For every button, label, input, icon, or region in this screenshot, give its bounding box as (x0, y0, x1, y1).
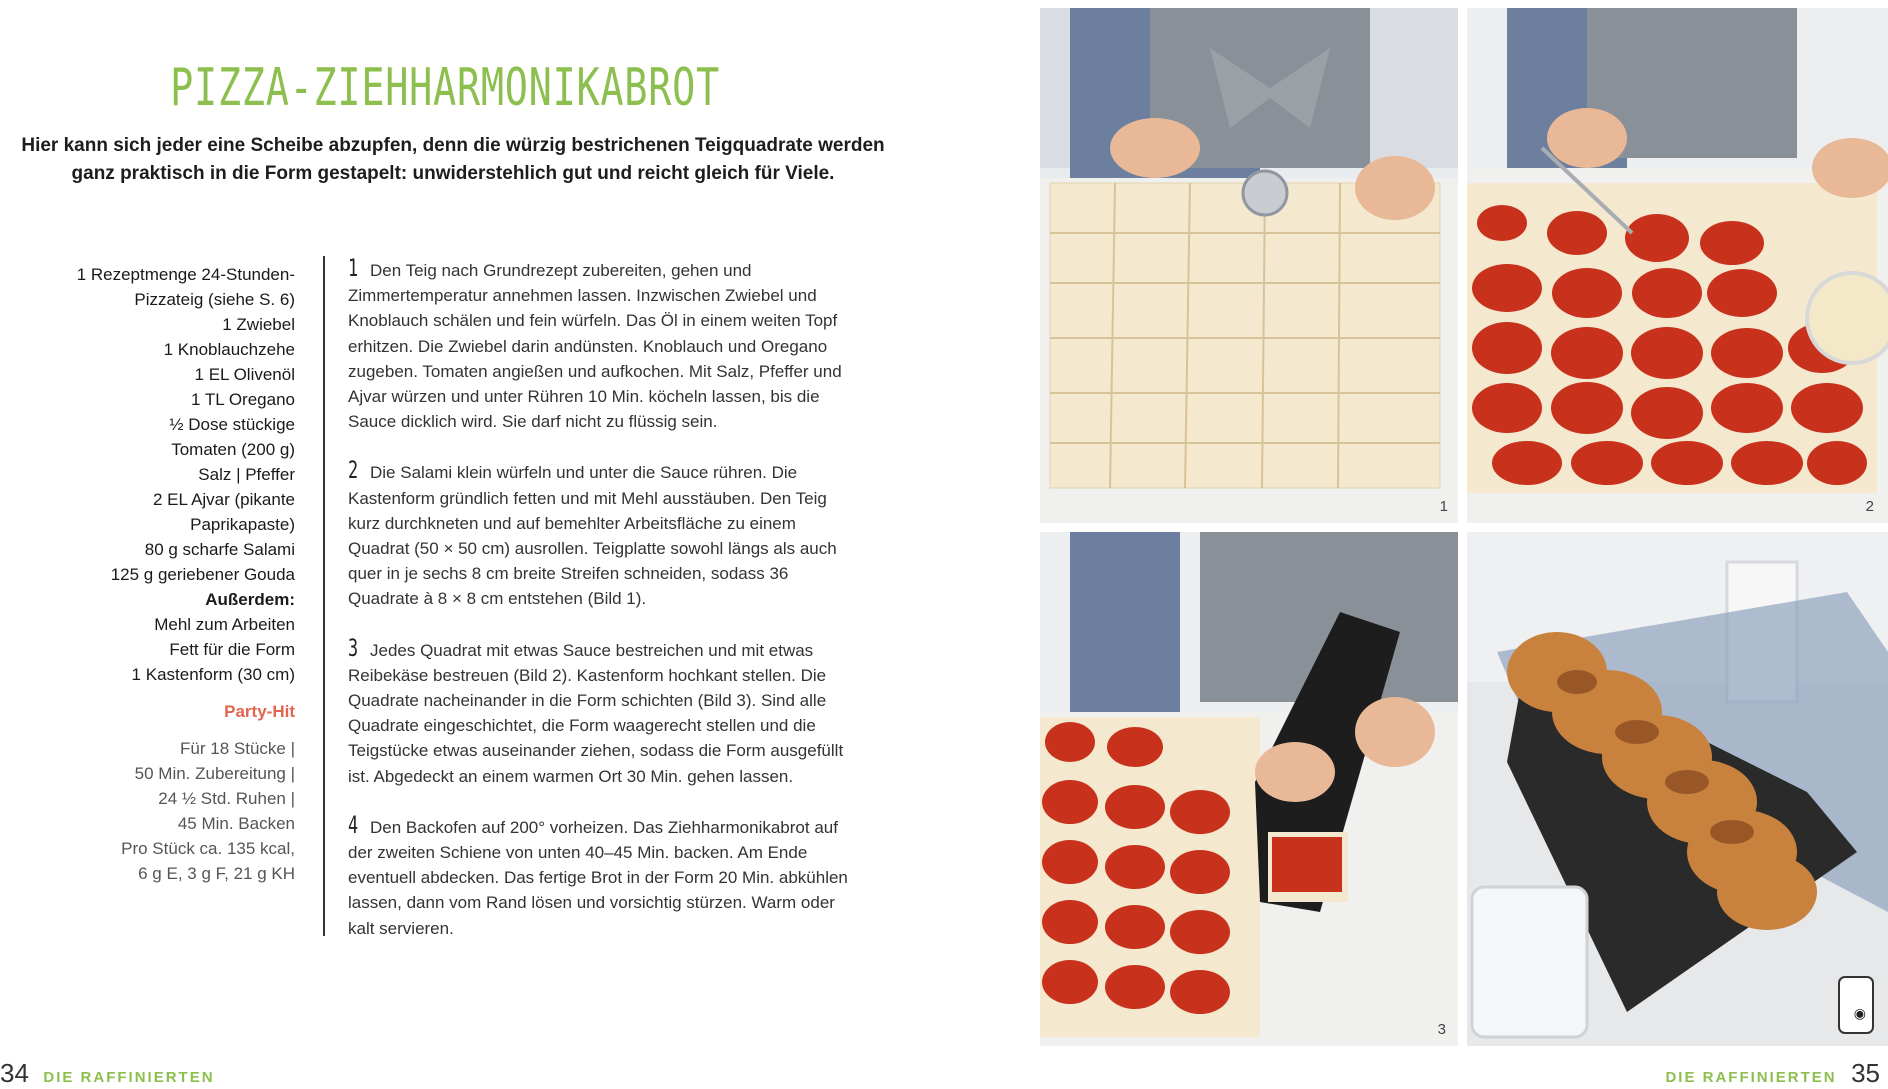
extra-line: Mehl zum Arbeiten (154, 615, 295, 634)
party-hit-badge: Party-Hit (224, 702, 295, 721)
ingredient-line: 1 Zwiebel (222, 315, 295, 334)
ingredient-line: 1 Rezeptmenge 24-Stunden- (76, 265, 295, 284)
section-name-left: DIE RAFFINIERTEN (43, 1069, 215, 1086)
ingredient-list (30, 262, 295, 886)
page-number-right: 35 (1851, 1058, 1880, 1088)
camera-icon: ◉ (1853, 1006, 1866, 1022)
extras-label: Außerdem: (205, 590, 295, 609)
ingredient-line: 1 EL Olivenöl (194, 365, 295, 384)
page-number-left: 34 (0, 1058, 29, 1088)
step-number: 4 (348, 810, 359, 839)
step-text: Den Teig nach Grundrezept zubereiten, gehen und Zimmertemperatur annehmen lassen. Inzwischen Zwiebel und Knoblauch schälen und fein würfeln. Das Öl in einem weiten Topf erhitzen. Die Zwiebel darin andünsten. Knoblauch und Oregano zugeben. Tomaten angießen und aufkochen. Mit Salz, Pfeffer und Ajvar würzen und unter Rühren 10 Min. köcheln lassen, bis die Sauce dicklich wird. Sie darf nicht zu flüssig sein. (348, 261, 842, 432)
photo-finished-bread (1467, 532, 1888, 1046)
step-number: 2 (348, 456, 359, 485)
step-2 (348, 458, 858, 611)
section-name-right: DIE RAFFINIERTEN (1665, 1069, 1837, 1086)
ingredient-line: 1 TL Oregano (191, 390, 295, 409)
step-4 (348, 810, 858, 941)
ingredient-line: 80 g scharfe Salami (144, 540, 295, 559)
photo-spreading-sauce (1467, 8, 1888, 523)
meta-line: Pro Stück ca. 135 kcal, (121, 839, 295, 858)
footer-right (1665, 1058, 1880, 1089)
photo-caption: 1 (1439, 498, 1448, 515)
step-3 (348, 633, 858, 789)
recipe-title: PIZZA-ZIEHHARMONIKABROT (170, 58, 720, 118)
photo-layering-squares (1040, 532, 1458, 1046)
photo-caption: 3 (1437, 1021, 1446, 1038)
column-divider (322, 256, 326, 936)
step-text: Die Salami klein würfeln und unter die Sauce rühren. Die Kastenform gründlich fetten und mit Mehl ausstäuben. Den Teig kurz durchkneten und auf bemehlter Arbeitsfläche zu einem Quadrat (50 × 50 cm) ausrollen. Teigplatte sowohl längs als auch quer in je sechs 8 cm breite Streifen schneiden, sodass 36 Quadrate à 8 × 8 cm entstehen (Bild 1). (348, 463, 837, 609)
step-number: 3 (348, 633, 359, 662)
footer-left (0, 1058, 215, 1089)
ingredient-line: 125 g geriebener Gouda (110, 565, 295, 584)
extra-line: 1 Kastenform (30 cm) (131, 665, 295, 684)
meta-line: Für 18 Stücke | (180, 739, 295, 758)
meta-line: 24 ½ Std. Ruhen | (158, 789, 295, 808)
step-text: Jedes Quadrat mit etwas Sauce bestreichen und mit etwas Reibekäse bestreuen (Bild 2). Kastenform hochkant stellen. Die Quadrate nacheinander in die Form schichten (Bild 3). Sind alle Quadrate eingeschichtet, die Form waagerecht stellen und die Teigstücke etwas auseinander ziehen, sodass die Form ausgefüllt ist. Abgedeckt an einem warmen Ort 30 Min. gehen lassen. (348, 640, 844, 786)
meta-line: 50 Min. Zubereitung | (134, 764, 295, 783)
ingredient-line: 1 Knoblauchzehe (163, 340, 295, 359)
photo-caption: 2 (1865, 498, 1874, 515)
recipe-intro: Hier kann sich jeder eine Scheibe abzupfen, denn die würzig bestrichenen Teigquadrate werden ganz praktisch in die Form gestapelt: unwiderstehlich gut und reicht gleich für Viele. (21, 135, 885, 184)
instruction-steps (348, 256, 858, 965)
ingredient-line: Pizzateig (siehe S. 6) (134, 290, 295, 309)
step-1 (348, 256, 858, 434)
ingredient-line: 2 EL Ajvar (pikante (152, 490, 295, 509)
photo-cutting-dough (1040, 8, 1458, 523)
ingredient-line: Tomaten (200 g) (171, 440, 295, 459)
meta-line: 45 Min. Backen (177, 814, 295, 833)
ingredient-line: ½ Dose stückige (169, 415, 295, 434)
ingredient-line: Salz | Pfeffer (198, 465, 295, 484)
ingredient-line: Paprikapaste) (190, 515, 295, 534)
step-number: 1 (348, 254, 359, 282)
step-text: Den Backofen auf 200° vorheizen. Das Ziehharmonikabrot auf der zweiten Schiene von unten 40–45 Min. backen. Am Ende eventuell abdecken. Das fertige Brot in der Form 20 Min. abkühlen lassen, dann vom Rand lösen und vorsichtig stürzen. Warm oder kalt servieren. (348, 817, 848, 938)
meta-line: 6 g E, 3 g F, 21 g KH (138, 864, 295, 883)
extra-line: Fett für die Form (169, 640, 295, 659)
